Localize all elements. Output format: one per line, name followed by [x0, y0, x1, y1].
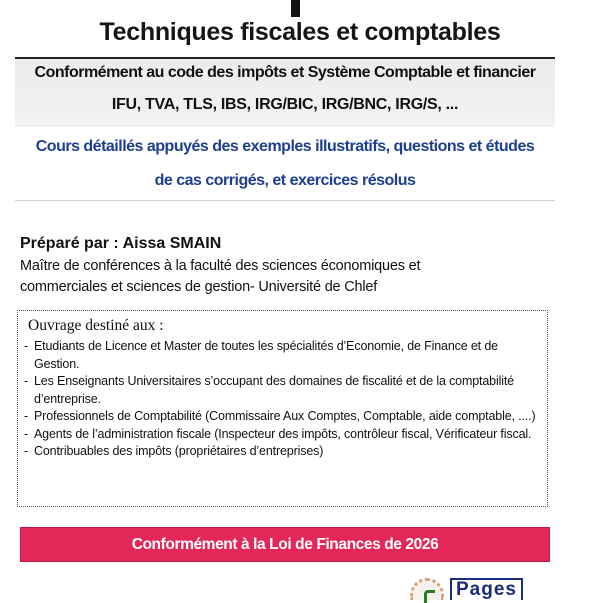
audience-item: - Etudiants de Licence et Master de toutes les spécialités d’Economie, de Finance et de Gestion.	[24, 339, 498, 371]
audience-item: - Contribuables des impôts (propriétaires d’entreprises)	[24, 443, 544, 461]
cut-off-title-glyph	[291, 0, 300, 17]
publisher-emblem-icon	[410, 578, 444, 600]
audience-item: - Agents de l’administration fiscale (Inspecteur des impôts, contrôleur fiscal, Vérificateur fiscal.	[24, 426, 544, 444]
bullet-dash: -	[24, 374, 29, 388]
finance-law-text: Conformément à la Loi de Finances de 2026	[131, 535, 439, 553]
book-title: Techniques fiscales et comptables	[99, 18, 501, 46]
bullet-dash: -	[24, 426, 29, 441]
tax-list-line: IFU, TVA, TLS, IBS, IRG/BIC, IRG/BNC, IRG/S, ...	[111, 96, 459, 113]
divider-gray	[15, 200, 555, 201]
bullet-dash: -	[24, 339, 29, 353]
finance-law-banner	[20, 527, 550, 562]
audience-heading: Ouvrage destiné aux :	[28, 317, 164, 334]
audience-item: - Les Enseignants Universitaires s’occupant des domaines de fiscalité et de la comptabilité d’entreprise.	[24, 374, 514, 406]
bullet-dash: -	[24, 409, 29, 423]
audience-list	[24, 338, 544, 461]
audience-item: - Professionnels de Comptabilité (Commissaire Aux Comptes, Comptable, aide comptable, ....)	[24, 408, 544, 426]
author-name: Préparé par : Aissa SMAIN	[20, 235, 222, 252]
publisher-logo	[410, 578, 542, 600]
author-affiliation-line-1: Maître de conférences à la faculté des sciences économiques et	[20, 258, 421, 274]
publisher-name: Pages	[450, 578, 523, 600]
description-line-1: Cours détaillés appuyés des exemples illustratifs, questions et études	[35, 138, 535, 155]
bullet-dash: -	[24, 444, 29, 458]
author-affiliation-line-2: commerciales et sciences de gestion- Université de Chlef	[20, 279, 378, 295]
subtitle-line-1: Conformément au code des impôts et Système Comptable et financier	[34, 64, 536, 81]
description-line-2: de cas corrigés, et exercices résolus	[154, 172, 416, 189]
